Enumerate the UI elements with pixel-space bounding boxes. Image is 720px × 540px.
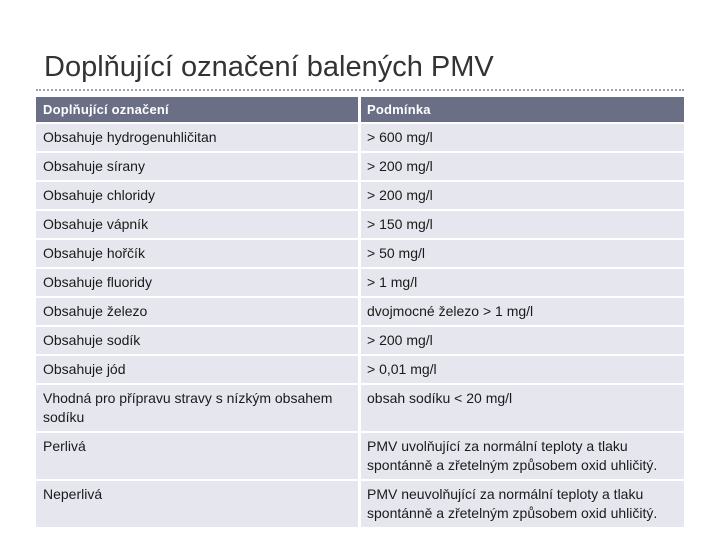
- cell-label: Obsahuje fluoridy: [36, 269, 358, 296]
- table-row: [36, 356, 684, 383]
- cell-condition: PMV uvolňující za normální teploty a tlaku spontánně a zřetelným způsobem oxid uhličitý.: [358, 433, 684, 479]
- cell-label: Obsahuje sírany: [36, 153, 358, 180]
- table-row: [36, 124, 684, 151]
- cell-condition: dvojmocné železo > 1 mg/l: [358, 298, 684, 325]
- table-row: [36, 433, 684, 479]
- cell-condition: PMV neuvolňující za normální teploty a tlaku spontánně a zřetelným způsobem oxid uhličitý.: [358, 481, 684, 527]
- page-title: Doplňující označení balených PMV: [44, 51, 494, 83]
- title-divider: [36, 89, 684, 91]
- cell-condition: > 200 mg/l: [358, 182, 684, 209]
- table-row: [36, 481, 684, 527]
- cell-condition: > 1 mg/l: [358, 269, 684, 296]
- table-row: [36, 182, 684, 209]
- labels-table: [36, 95, 684, 529]
- cell-label: Perlivá: [36, 433, 358, 479]
- table-row: [36, 385, 684, 431]
- cell-label: Obsahuje hořčík: [36, 240, 358, 267]
- table-header-row: [36, 97, 684, 122]
- cell-condition: > 200 mg/l: [358, 153, 684, 180]
- table-row: [36, 298, 684, 325]
- cell-condition: > 600 mg/l: [358, 124, 684, 151]
- header-condition: Podmínka: [358, 97, 684, 122]
- table-row: [36, 327, 684, 354]
- header-label: Doplňující označení: [36, 97, 358, 122]
- cell-label: Obsahuje vápník: [36, 211, 358, 238]
- cell-condition: > 150 mg/l: [358, 211, 684, 238]
- table-row: [36, 269, 684, 296]
- table-row: [36, 153, 684, 180]
- cell-label: Neperlivá: [36, 481, 358, 527]
- cell-condition: > 200 mg/l: [358, 327, 684, 354]
- cell-label: Obsahuje jód: [36, 356, 358, 383]
- cell-condition: > 50 mg/l: [358, 240, 684, 267]
- table-row: [36, 211, 684, 238]
- table-row: [36, 240, 684, 267]
- cell-label: Obsahuje hydrogenuhličitan: [36, 124, 358, 151]
- cell-label: Vhodná pro přípravu stravy s nízkým obsahem sodíku: [36, 385, 358, 431]
- cell-condition: > 0,01 mg/l: [358, 356, 684, 383]
- cell-label: Obsahuje chloridy: [36, 182, 358, 209]
- cell-label: Obsahuje sodík: [36, 327, 358, 354]
- cell-condition: obsah sodíku < 20 mg/l: [358, 385, 684, 431]
- cell-label: Obsahuje železo: [36, 298, 358, 325]
